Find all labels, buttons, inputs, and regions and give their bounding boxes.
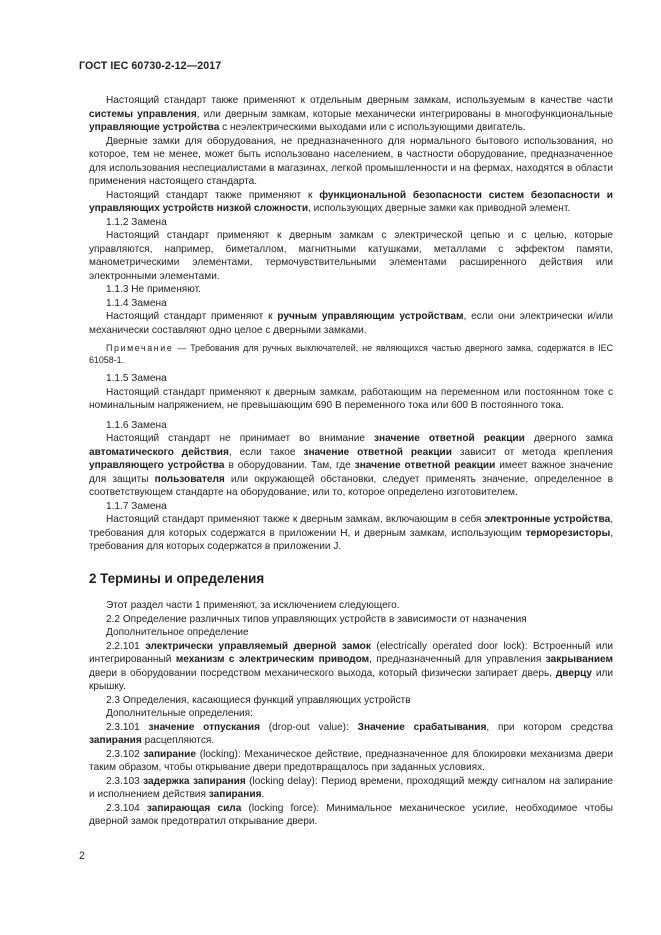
text-run: . [261, 789, 265, 800]
text-run: имеет важное значение для защиты [89, 460, 614, 485]
text-run: , использующих дверные замки как приводной элемент. [308, 203, 571, 214]
text-run: Настоящий стандарт применяют к дверным замкам, работающим на переменном или постоянном токе с номинальным напряжением, не превышающим 690 В переменного тока или 600 В постоянного тока. [89, 386, 613, 411]
text-run: , если такое [228, 446, 304, 458]
text-run: зависит от метода крепления [451, 446, 613, 458]
text-run: , требования для которых содержатся в приложении H, и дверным замкам, использующим [89, 514, 613, 539]
paragraph-functional-safety [89, 189, 613, 216]
document-header: ГОСТ IEC 60730-2-12—2017 [79, 60, 222, 72]
text-run: , если они электрически и/или механически составляют одно целое с дверными замками. [89, 311, 613, 336]
bold-term: запирания [208, 789, 262, 800]
text-run: 2.3.101 [106, 721, 149, 733]
text-run: Дополнительное определение [106, 627, 249, 638]
paragraph-response-value [89, 432, 613, 500]
note-manual-switches [89, 343, 613, 366]
paragraph-manual-controls [89, 310, 613, 337]
clause-1-1-3 [89, 283, 613, 297]
text-run: — Требования для ручных выключателей, не являющихся частью дверного замка, содержатся в IEC 61058-1. [89, 343, 613, 365]
definition-2-3-101 [89, 721, 613, 748]
definition-2-3-104 [89, 802, 613, 829]
text-run: Настоящий стандарт применяют к дверным замкам с электрической цепью и с целью, которые управляются, например, биметаллом, магнитными катушками, металлами с эффектом памяти, манометрическими элементами, термочувствительными элементами расширенного действия или электронными элементами. [89, 230, 613, 282]
text-run: 1.1.4 Замена [106, 297, 167, 309]
clause-1-1-5 [89, 372, 613, 386]
bold-term: электрически управляемый дверной замок [145, 640, 371, 652]
bold-term: системы управления [89, 108, 197, 120]
bold-term: механизм с электрическим приводом [175, 654, 370, 665]
note-label: Примечание [106, 343, 174, 353]
bold-term: дверцу [555, 667, 592, 679]
text-run: расцепляются. [141, 735, 215, 746]
paragraph-additional-definitions [89, 707, 613, 721]
section-2-heading: 2 Термины и определения [89, 570, 265, 586]
text-run: или окружающей обстановки, следует применять значение, определенное в соответствующем стандарте на оборудование, или то, которое определено изготовителем. [89, 473, 613, 498]
clause-1-1-7 [89, 500, 613, 514]
text-run: 1.1.6 Замена [106, 419, 167, 431]
text-run: 2.3.104 [106, 802, 147, 814]
clause-1-1-4 [89, 297, 613, 311]
paragraph-voltage [89, 386, 613, 413]
text-run: или крышку. [89, 667, 613, 692]
text-run: Дверные замки для оборудования, не предназначенного для нормального бытового использования, но которое, тем не менее, может быть использовано населением, в частности оборудование, предназначенное для использования неспециалистами в магазинах, легкой промышленности и на фермах, находятся в области применения настоящего стандарта. [89, 135, 613, 187]
paragraph-additional-definition [89, 626, 613, 640]
clause-1-1-6 [89, 419, 613, 433]
bold-term: автоматического действия [89, 446, 229, 458]
bold-term: значение отпускания [148, 721, 260, 733]
paragraph-section-intro [89, 599, 613, 613]
text-run: 1.1.2 Замена [106, 216, 167, 228]
bold-term: значение ответной реакции [354, 460, 496, 471]
paragraph-scope-door-locks [89, 94, 613, 135]
bold-term: закрыванием [545, 654, 613, 665]
text-run: Настоящий стандарт также применяют к отдельным дверным замкам, используемым в качестве части [106, 95, 613, 106]
bold-term: управляющего устройства [89, 460, 225, 471]
text-run: Настоящий стандарт применяют к [106, 311, 278, 322]
text-run: , предназначенный для управления [369, 654, 546, 665]
text-run: Настоящий стандарт не принимает во внимание [106, 433, 375, 444]
text-run: Этот раздел части 1 применяют, за исключением следующего. [106, 600, 400, 611]
text-run: 1.1.5 Замена [106, 373, 167, 384]
text-run: , при котором средства [486, 721, 613, 733]
text-run: 1.1.3 Не применяют. [106, 284, 201, 295]
text-run: (electrically operated door lock): Встроенный или интегрированный [89, 640, 614, 665]
text-run: 2.2.101 [106, 640, 146, 652]
definition-2-2-101 [89, 640, 613, 694]
page-content [89, 94, 613, 829]
text-run: (locking delay): Период времени, проходящий между сигналом на запирание и исполнением действия [89, 775, 614, 800]
bold-term: запирание [143, 748, 196, 760]
bold-term: пользователя [154, 473, 225, 485]
bold-term: запирания [89, 735, 142, 746]
text-run: (locking force): Минимальное механическое усилие, необходимое чтобы дверной замок предотвратил открывание двери. [89, 802, 614, 827]
text-run: Дополнительные определения: [106, 708, 253, 719]
bold-term: значение ответной реакции [303, 446, 452, 458]
bold-term: терморезисторы [525, 527, 611, 539]
text-run: 2.2 Определение различных типов управляющих устройств в зависимости от назначения [106, 613, 527, 625]
text-run: , требования для которых содержатся в приложении J. [89, 527, 613, 552]
text-run: в оборудовании. Там, где [224, 460, 355, 471]
text-run: 2.3.103 [106, 775, 144, 787]
text-run: дверного замка [524, 433, 613, 444]
bold-term: управляющие устройства [89, 122, 220, 133]
definition-2-3-103 [89, 775, 613, 802]
bold-term: ручным управляющим устройствам [277, 311, 464, 322]
bold-term: электронные устройства [484, 514, 611, 525]
paragraph-scope-equipment [89, 135, 613, 189]
bold-term: значение ответной реакции [374, 433, 525, 444]
text-run: , или дверным замкам, которые механически интегрированы в многофункциональные [196, 108, 613, 120]
clause-2-2 [89, 613, 613, 627]
text-run: двери в оборудовании посредством механического выхода, который физически запирает дверь, [89, 667, 556, 679]
text-run: 2.3.102 [106, 748, 144, 760]
paragraph-electronic-devices [89, 513, 613, 554]
text-run: Настоящий стандарт также применяют к [106, 189, 320, 201]
text-run: с неэлектрическими выходами или с использующими двигатель. [219, 122, 526, 133]
clause-2-3 [89, 694, 613, 708]
text-run: Настоящий стандарт применяют также к дверным замкам, включающим в себя [106, 514, 485, 525]
text-run: 2.3 Определения, касающиеся функций управляющих устройств [106, 694, 411, 706]
bold-term: Значение срабатывания [357, 721, 487, 733]
bold-term: запирающая сила [146, 802, 242, 814]
clause-1-1-2 [89, 216, 613, 230]
paragraph-electric-circuit [89, 229, 613, 283]
text-run: (locking): Механическое действие, предназначенное для блокировки механизма двери таким образом, чтобы открывание двери предотвращалось при заданных условиях. [89, 748, 614, 773]
text-run: 1.1.7 Замена [106, 500, 167, 512]
bold-term: задержка запирания [143, 775, 246, 787]
bold-term: функциональной безопасности систем безопасности и управляющих устройств низкой сложности [89, 189, 613, 214]
text-run: (drop-out value): [259, 721, 358, 733]
page-number: 2 [79, 850, 85, 862]
definition-2-3-102 [89, 748, 613, 775]
